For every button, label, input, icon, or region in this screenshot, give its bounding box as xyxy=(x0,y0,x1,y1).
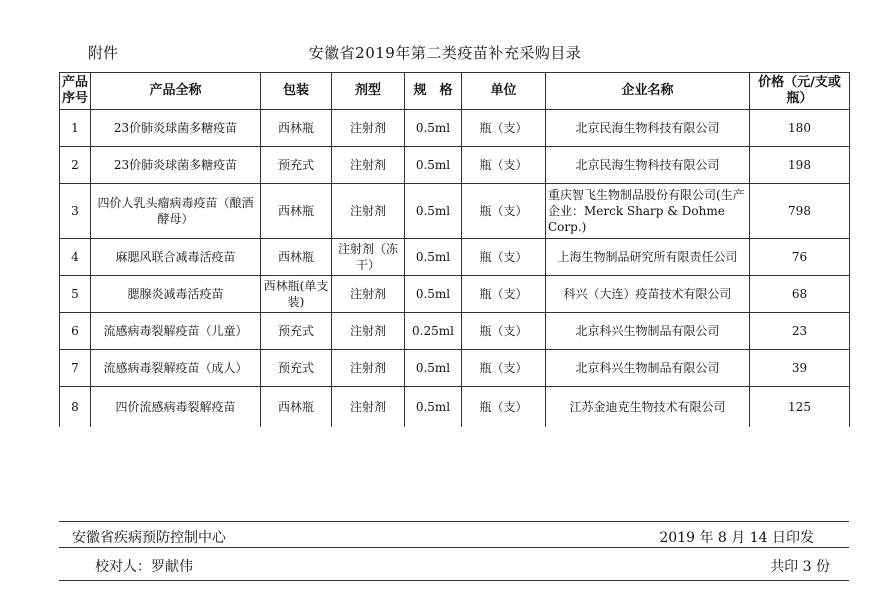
cell-spec: 0.5ml xyxy=(405,184,462,239)
cell-spec: 0.5ml xyxy=(405,110,462,147)
cell-price: 798 xyxy=(750,184,850,239)
col-header-unit: 单位 xyxy=(462,73,546,110)
cell-company: 北京民海生物科技有限公司 xyxy=(546,147,750,184)
table-row xyxy=(60,110,850,147)
cell-name: 腮腺炎减毒活疫苗 xyxy=(91,276,261,313)
cell-price: 198 xyxy=(750,147,850,184)
cell-company: 江苏金迪克生物技术有限公司 xyxy=(546,387,750,428)
col-header-name: 产品全称 xyxy=(91,73,261,110)
cell-name: 麻腮风联合减毒活疫苗 xyxy=(91,239,261,276)
cell-spec: 0.5ml xyxy=(405,387,462,428)
cell-name: 四价人乳头瘤病毒疫苗（酿酒酵母） xyxy=(91,184,261,239)
cell-name: 23价肺炎球菌多糖疫苗 xyxy=(91,110,261,147)
cell-company: 重庆智飞生物制品股份有限公司(生产企业：Merck Sharp & Dohme Corp.) xyxy=(546,184,750,239)
cell-spec: 0.5ml xyxy=(405,239,462,276)
col-header-price: 价格（元/支或瓶） xyxy=(750,73,850,110)
table-row xyxy=(60,184,850,239)
col-header-no: 产品序号 xyxy=(60,73,91,110)
footer-divider-middle xyxy=(59,547,849,548)
table-row xyxy=(60,313,850,350)
cell-pack: 西林瓶 xyxy=(261,387,332,428)
cell-unit: 瓶（支） xyxy=(462,110,546,147)
cell-unit: 瓶（支） xyxy=(462,184,546,239)
cell-no: 5 xyxy=(60,276,91,313)
cell-form: 注射剂 xyxy=(332,387,405,428)
cell-form: 注射剂 xyxy=(332,147,405,184)
vaccine-catalog-table xyxy=(59,72,850,427)
cell-spec: 0.5ml xyxy=(405,276,462,313)
col-header-form: 剂型 xyxy=(332,73,405,110)
cell-company: 上海生物制品研究所有限责任公司 xyxy=(546,239,750,276)
cell-spec: 0.25ml xyxy=(405,313,462,350)
cell-form: 注射剂 xyxy=(332,313,405,350)
cell-no: 4 xyxy=(60,239,91,276)
cell-form: 注射剂 xyxy=(332,350,405,387)
document-title: 安徽省2019年第二类疫苗补充采购目录 xyxy=(308,44,582,62)
cell-pack: 西林瓶 xyxy=(261,239,332,276)
cell-unit: 瓶（支） xyxy=(462,350,546,387)
col-header-spec: 规 格 xyxy=(405,73,462,110)
table-row xyxy=(60,147,850,184)
print-date: 2019 年 8 月 14 日印发 xyxy=(659,530,814,546)
cell-price: 180 xyxy=(750,110,850,147)
cell-name: 四价流感病毒裂解疫苗 xyxy=(91,387,261,428)
col-header-company: 企业名称 xyxy=(546,73,750,110)
cell-company: 北京科兴生物制品有限公司 xyxy=(546,313,750,350)
cell-pack: 西林瓶(单支装) xyxy=(261,276,332,313)
cell-price: 125 xyxy=(750,387,850,428)
cell-no: 8 xyxy=(60,387,91,428)
cell-pack: 西林瓶 xyxy=(261,110,332,147)
cell-form: 注射剂 xyxy=(332,184,405,239)
col-header-pack: 包装 xyxy=(261,73,332,110)
cell-pack: 预充式 xyxy=(261,313,332,350)
cell-price: 39 xyxy=(750,350,850,387)
footer-divider-top xyxy=(59,521,849,522)
cell-company: 北京民海生物科技有限公司 xyxy=(546,110,750,147)
cell-spec: 0.5ml xyxy=(405,147,462,184)
cell-pack: 预充式 xyxy=(261,147,332,184)
cell-unit: 瓶（支） xyxy=(462,239,546,276)
cell-form: 注射剂 xyxy=(332,276,405,313)
copies-count: 共印 3 份 xyxy=(770,559,830,575)
cell-unit: 瓶（支） xyxy=(462,276,546,313)
cell-no: 3 xyxy=(60,184,91,239)
cell-pack: 西林瓶 xyxy=(261,184,332,239)
cell-pack: 预充式 xyxy=(261,350,332,387)
table-header-row xyxy=(60,73,850,110)
cell-price: 23 xyxy=(750,313,850,350)
cell-price: 76 xyxy=(750,239,850,276)
table-row xyxy=(60,387,850,428)
cell-no: 2 xyxy=(60,147,91,184)
cell-no: 1 xyxy=(60,110,91,147)
cell-no: 6 xyxy=(60,313,91,350)
cell-price: 68 xyxy=(750,276,850,313)
attachment-label: 附件 xyxy=(88,44,119,62)
cell-company: 北京科兴生物制品有限公司 xyxy=(546,350,750,387)
cell-name: 流感病毒裂解疫苗（儿童） xyxy=(91,313,261,350)
cell-form: 注射剂 xyxy=(332,110,405,147)
table-row xyxy=(60,350,850,387)
footer-divider-bottom xyxy=(59,580,849,581)
cell-unit: 瓶（支） xyxy=(462,147,546,184)
table-row xyxy=(60,276,850,313)
cell-form: 注射剂（冻干） xyxy=(332,239,405,276)
cell-name: 23价肺炎球菌多糖疫苗 xyxy=(91,147,261,184)
cell-spec: 0.5ml xyxy=(405,350,462,387)
cell-company: 科兴（大连）疫苗技术有限公司 xyxy=(546,276,750,313)
issuer-name: 安徽省疾病预防控制中心 xyxy=(72,530,226,546)
table-row xyxy=(60,239,850,276)
cell-no: 7 xyxy=(60,350,91,387)
cell-name: 流感病毒裂解疫苗（成人） xyxy=(91,350,261,387)
cell-unit: 瓶（支） xyxy=(462,313,546,350)
cell-unit: 瓶（支） xyxy=(462,387,546,428)
proofreader: 校对人：罗献伟 xyxy=(95,559,193,575)
